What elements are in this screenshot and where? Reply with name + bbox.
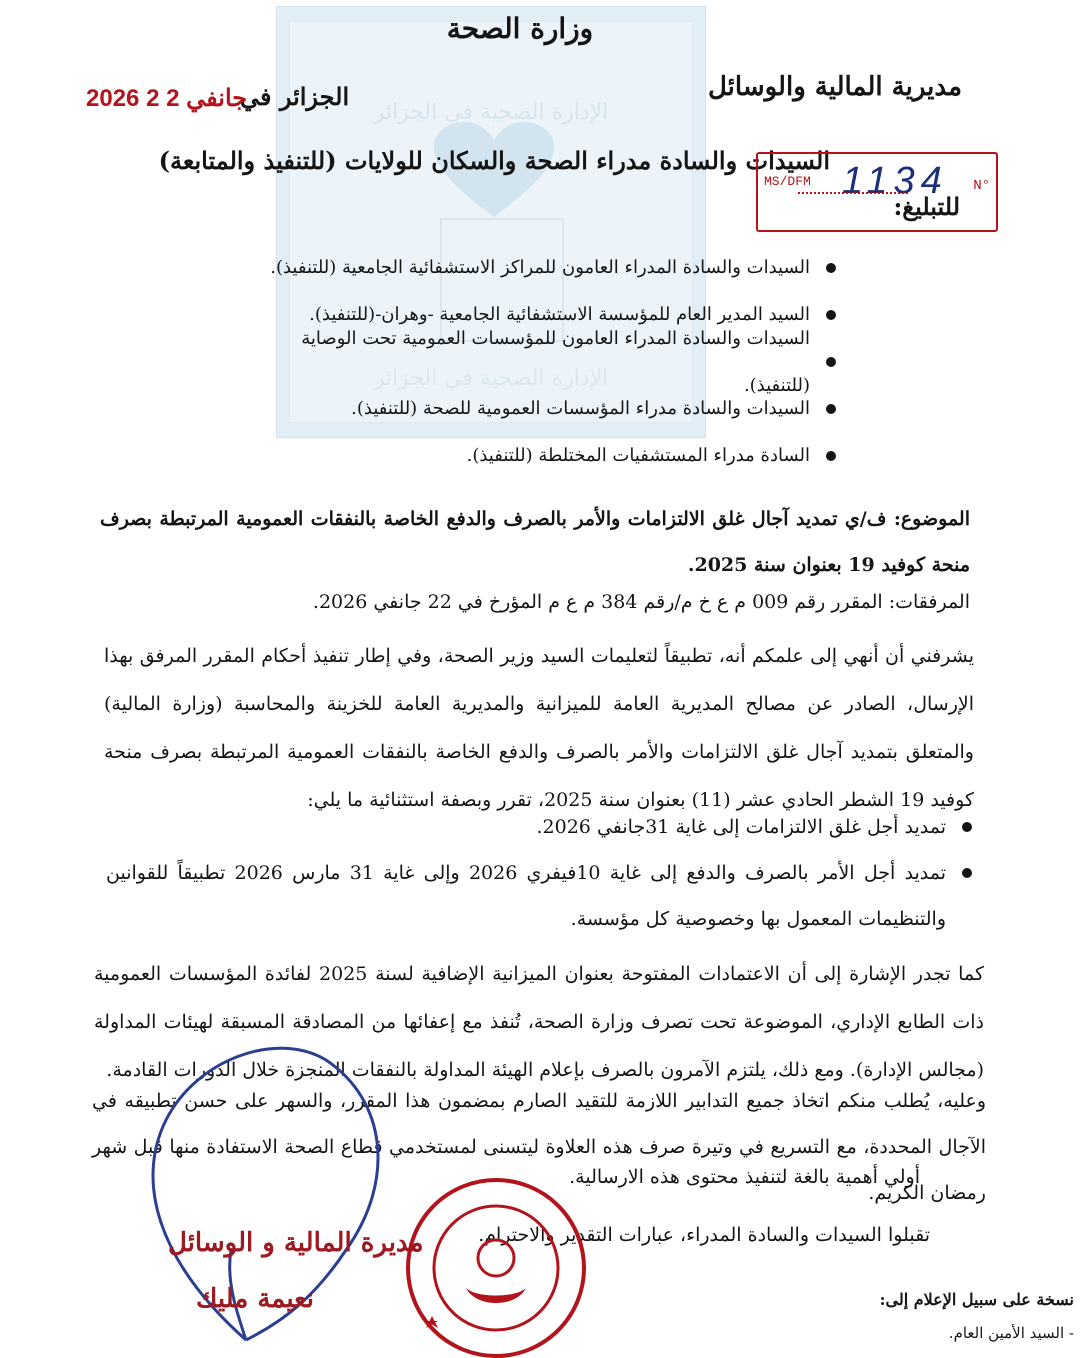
point-text: تمديد أجل الأمر بالصرف والدفع إلى غاية 10فيفري 2026 وإلى غاية 31 مارس 2026 تطبيقاً للقوانين والتنظيمات المعمول بها وخصوصية كل مؤسسة. [106,862,946,930]
decision-points [106,804,972,942]
attachments-line: المرفقات: المقرر رقم 009 م ع خ م/رقم 384 م ع م المؤرخ في 22 جانفي 2026. [312,591,970,613]
list-item [236,327,836,396]
reference-number-stamp [756,152,998,232]
copy-label: نسخة على سبيل الإعلام إلى: [879,1290,1074,1309]
signatory-title: مديرة المالية و الوسائل [168,1228,424,1258]
closing-formula: تقبلوا السيدات والسادة المدراء، عبارات التقدير والاحترام. [478,1224,930,1246]
body-paragraph-3: وعليه، يُطلب منكم اتخاذ جميع التدابير اللازمة للتقيد الصارم بمضمون هذا المقرر، والسهر على حسن تطبيقه في الآجال المحددة، مع التسريع في وتيرة صرف هذه العلاوة ليتسنى لمستخدمي قطاع الصحة الاستفادة منها قبل شهر رمضان الكريم. [92,1090,986,1204]
main-recipient: السيدات والسادة مدراء الصحة والسكان للولايات (للتنفيذ والمتابعة) [158,146,830,175]
list-item [236,432,836,479]
list-item [106,804,972,850]
stamp-suffix: N° [973,178,990,194]
watermark-text: الإدارة الصحية في الجزائر [373,100,609,125]
watermark-text-secondary: الإدارة الصحية في الجزائر [373,366,609,391]
copy-item: - السيد الأمين العام. [948,1324,1074,1342]
point-text: تمديد أجل غلق الالتزامات إلى غاية 31جانفي 2026. [536,816,946,838]
recipient-list [236,244,836,479]
handwritten-date: 2026 جانفي 2 2 [86,85,248,112]
bullet-icon [826,451,836,461]
body-paragraph-1: يشرفني أن أنهي إلى علمكم أنه، تطبيقاً لتعليمات السيد وزير الصحة، وفي إطار تنفيذ أحكام المقرر المرفق بهذا الإرسال، الصادر عن مصالح المديرية العامة للميزانية والمديرية العامة للخزينة والمحاسبة (وزارة المالية) والمتعلق بتمديد آجال غلق الالتزامات والأمر بالصرف والدفع الخاصة بالنفقات العمومية المرتبطة بصرف منحة كوفيد 19 الشطر الحادي عشر (11) بعنوان سنة 2025، تقرر وبصفة استثنائية ما يلي: [104,645,974,811]
bullet-icon [826,310,836,320]
recipient-text: السيد المدير العام للمؤسسة الاستشفائية الجامعية -وهران-(للتنفيذ). [309,304,810,325]
directorate-title: مديرية المالية والوسائل [707,72,962,102]
official-seal-icon [396,1158,596,1358]
stamp-prefix: MS/DFM [764,174,811,189]
notify-label: للتبليغ: [893,192,960,221]
subject-line: الموضوع: ف/ي تمديد آجال غلق الالتزامات والأمر بالصرف والدفع الخاصة بالنفقات العمومية المرتبطة بصرف منحة كوفيد 19 بعنوان سنة 2025. [100,508,970,576]
recipient-text: السيدات والسادة المدراء العامون للمراكز الاستشفائية الجامعية (للتنفيذ). [270,257,810,278]
signatory-name: نعيمة مليك [196,1284,314,1314]
stamp-dotted-line [798,192,908,194]
list-item [106,850,972,942]
recipient-text: السيدات والسادة مدراء المؤسسات العمومية للصحة (للتنفيذ). [351,398,810,419]
recipient-text: السيدات والسادة المدراء العامون للمؤسسات العمومية تحت الوصاية (للتنفيذ). [301,327,810,396]
ministry-title: وزارة الصحة [446,12,594,45]
bullet-icon [962,868,972,878]
stamp-number: 1134 [842,160,948,202]
bullet-icon [826,404,836,414]
body-paragraph-4: أولي أهمية بالغة لتنفيذ محتوى هذه الارسالية. [569,1166,920,1188]
place-date-label: الجزائر في [240,82,350,111]
recipient-text: السادة مدراء المستشفيات المختلطة (للتنفيذ). [466,445,810,466]
bullet-icon [826,263,836,273]
bullet-icon [962,822,972,832]
bullet-icon [826,357,836,367]
list-item [236,244,836,291]
body-paragraph-2: كما تجدر الإشارة إلى أن الاعتمادات المفتوحة بعنوان الميزانية الإضافية لسنة 2025 لفائدة المؤسسات العمومية ذات الطابع الإداري، الموضوعة تحت تصرف وزارة الصحة، تُنفذ مع إعفائها من المصادقة المسبقة لهيئات المداولة (مجالس الإدارة). ومع ذلك، يلتزم الآمرون بالصرف بإعلام الهيئة المداولة بالنفقات المنجزة خلال الدورات القادمة. [94,963,984,1081]
